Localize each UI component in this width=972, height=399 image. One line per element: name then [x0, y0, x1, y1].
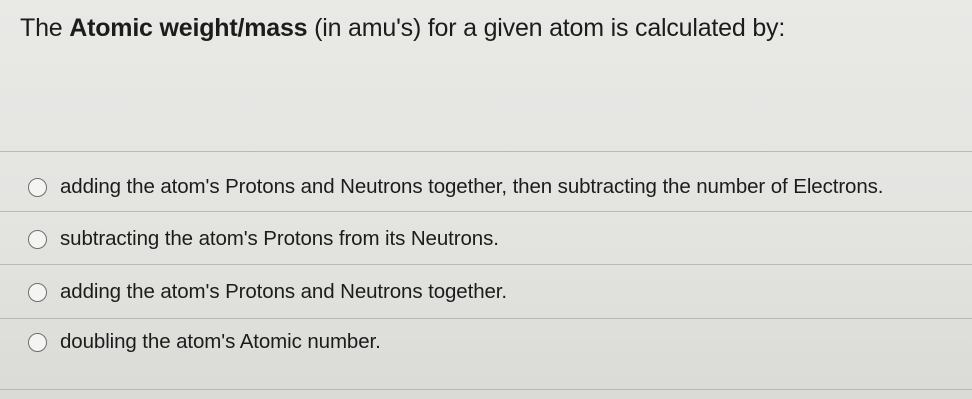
option-divider-3: [0, 318, 972, 319]
answer-option-3-label: adding the atom's Protons and Neutrons together.: [60, 280, 507, 303]
question-bold-term: Atomic weight/mass: [69, 14, 308, 42]
answer-option-1-label: adding the atom's Protons and Neutrons together, then subtracting the number of Electrons.: [60, 175, 884, 198]
option-divider-2: [0, 264, 972, 265]
answer-option-4-label: doubling the atom's Atomic number.: [60, 330, 381, 353]
options-bottom-divider: [0, 389, 972, 390]
question-prefix: The: [20, 14, 70, 42]
radio-button-3[interactable]: [28, 283, 47, 302]
answer-option-4[interactable]: [22, 323, 952, 361]
question-text: [20, 12, 785, 44]
radio-button-2[interactable]: [28, 230, 47, 249]
radio-button-4[interactable]: [28, 333, 47, 352]
option-divider-1: [0, 211, 972, 212]
radio-button-1[interactable]: [28, 178, 47, 197]
options-top-divider: [0, 151, 972, 152]
answer-option-1[interactable]: [22, 168, 952, 206]
answer-option-2-label: subtracting the atom's Protons from its Neutrons.: [60, 227, 499, 250]
question-suffix: (in amu's) for a given atom is calculated by:: [307, 14, 786, 42]
answer-option-2[interactable]: [22, 220, 952, 258]
answer-option-3[interactable]: [22, 273, 952, 311]
